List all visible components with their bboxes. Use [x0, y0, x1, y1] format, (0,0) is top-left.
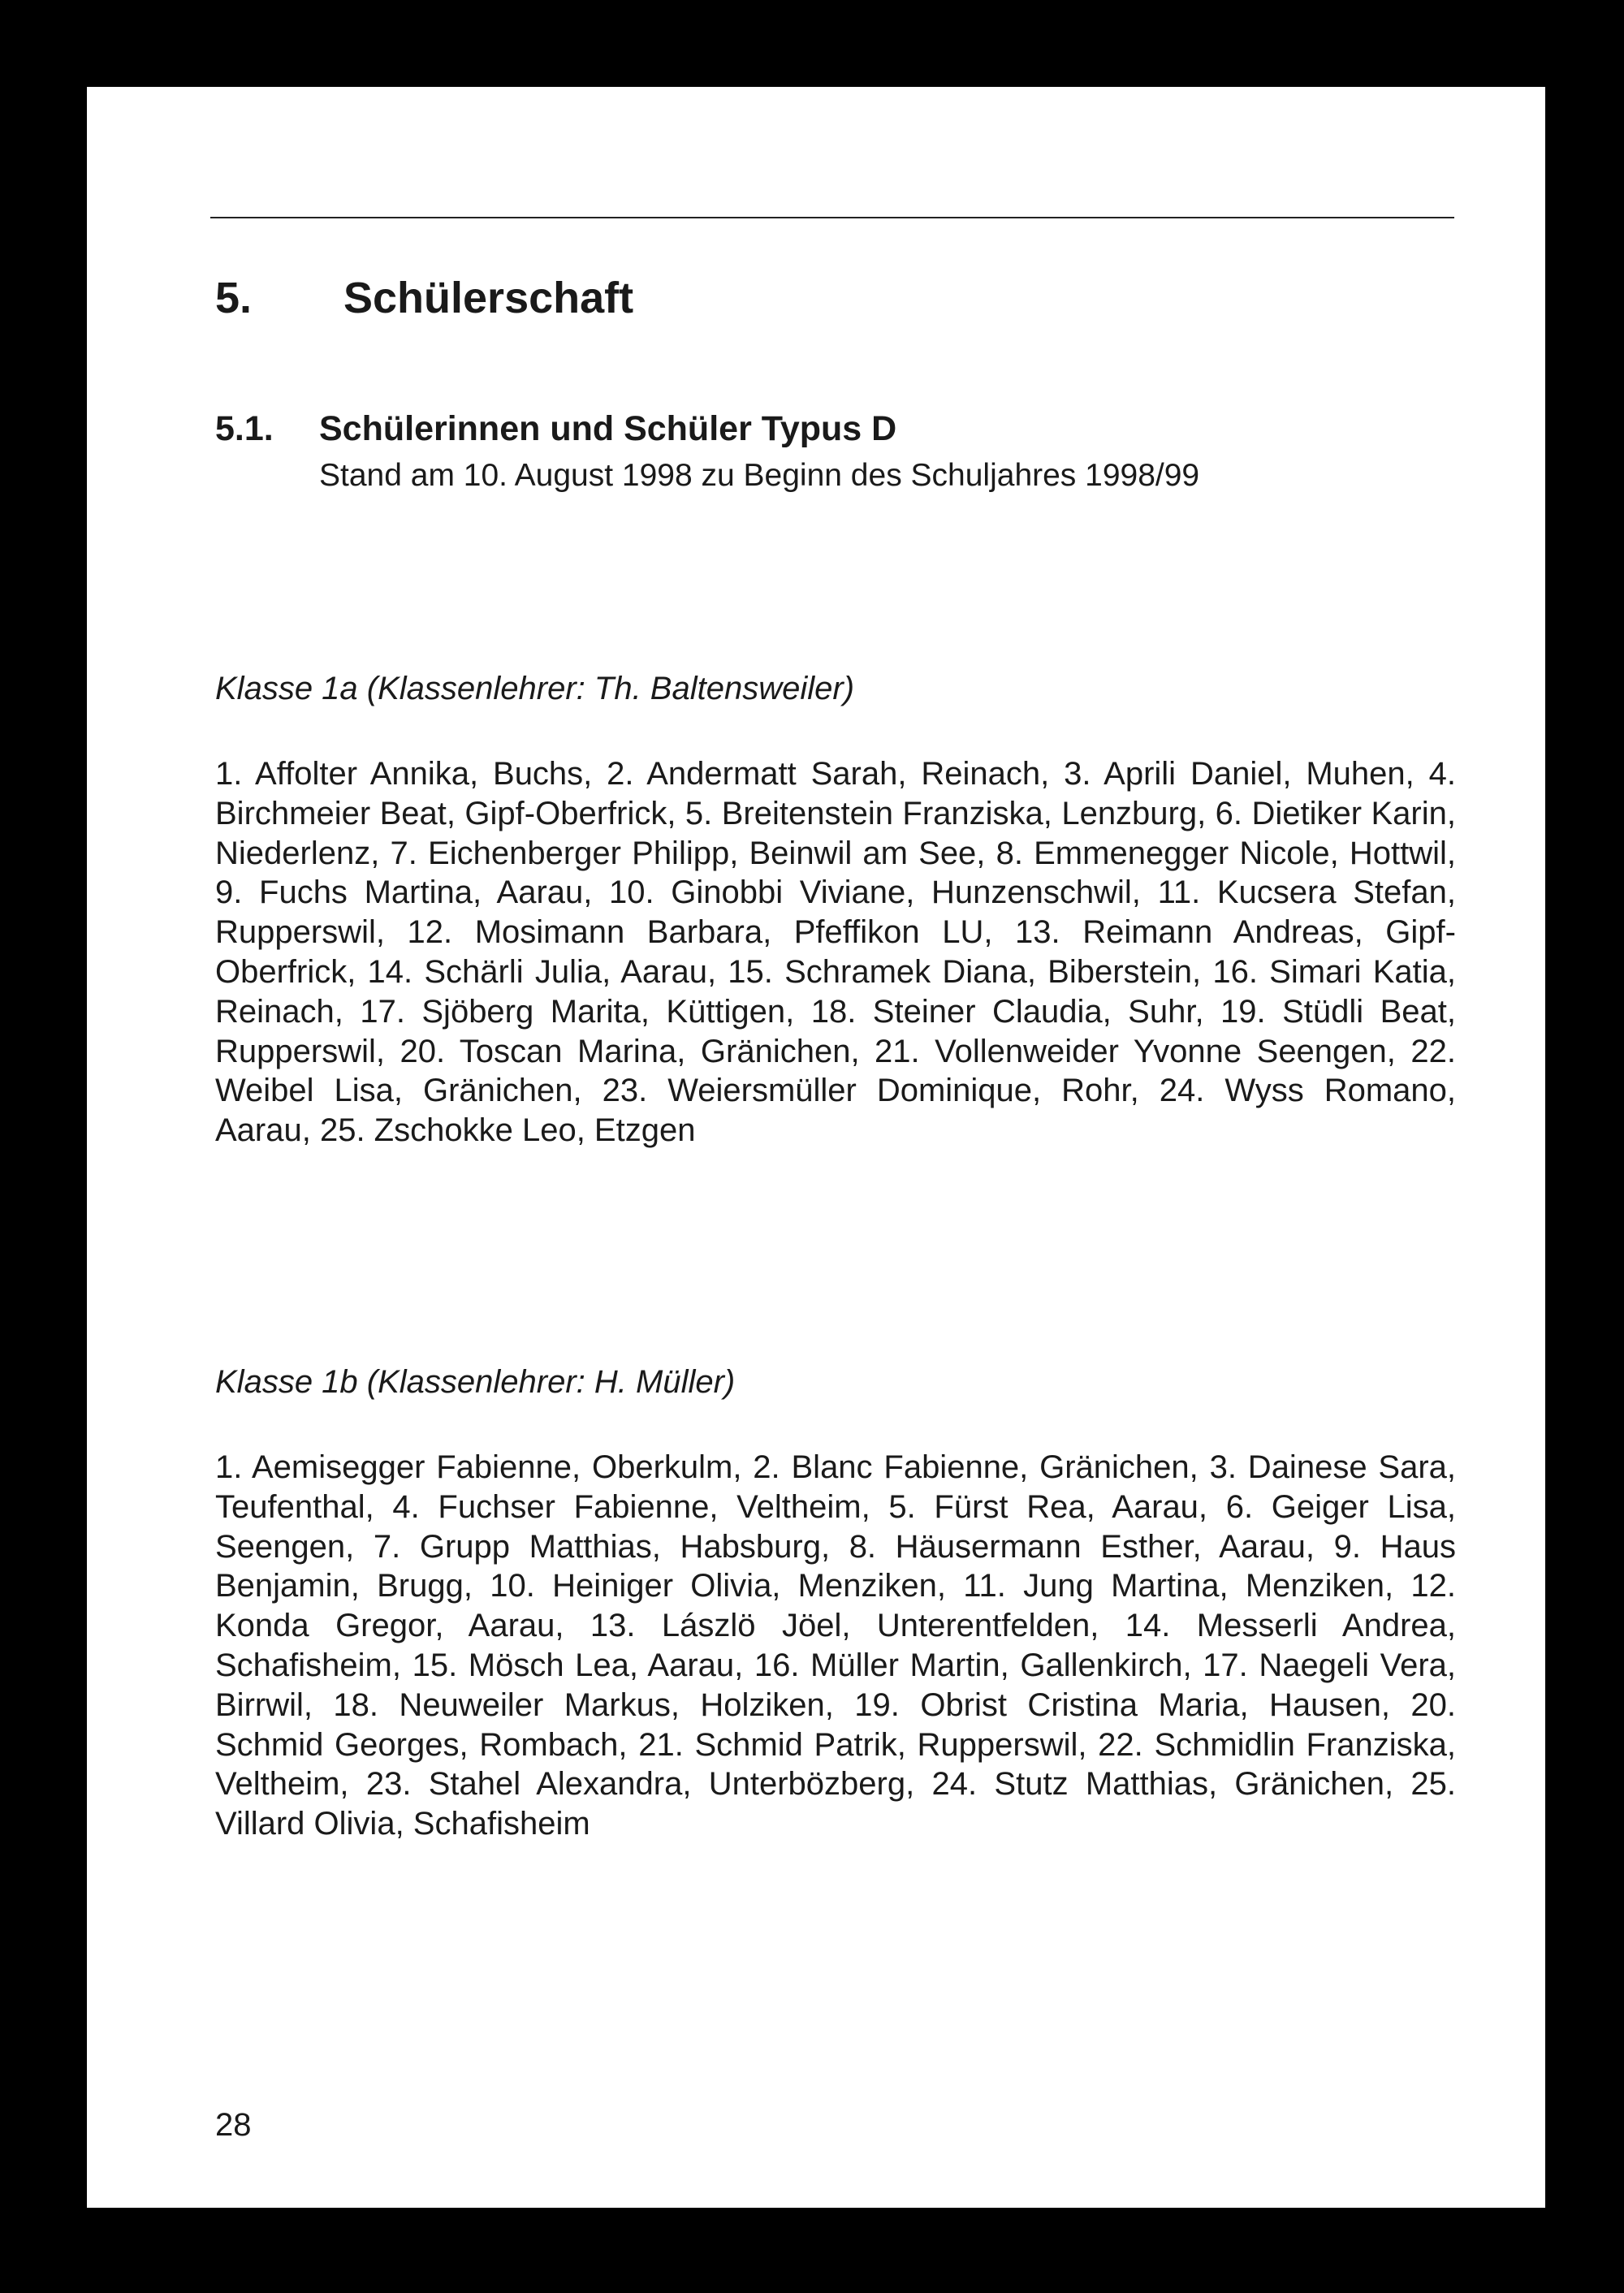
chapter-title: Schülerschaft [343, 274, 634, 322]
section-title: Schülerinnen und Schüler Typus D [319, 409, 897, 448]
section-heading [215, 408, 896, 450]
header-rule [210, 217, 1454, 218]
class-1b-title: Klasse 1b (Klassenlehrer: H. Müller) [215, 1364, 736, 1400]
class-1b-roster: 1. Aemisegger Fabienne, Oberkulm, 2. Blanc Fabienne, Gränichen, 3. Dainese Sara, Teufenthal, 4. Fuchser Fabienne, Veltheim, 5. Fürst Rea, Aarau, 6. Geiger Lisa, Seengen, 7. Grupp Matthias, Habsburg, 8. Häusermann Esther, Aarau, 9. Haus Benjamin, Brugg, 10. Heiniger Olivia, Menziken, 11. Jung Martina, Menziken, 12. Konda Gregor, Aarau, 13. Lászlö Jöel, Unterentfelden, 14. Messerli Andrea, Schafisheim, 15. Mösch Lea, Aarau, 16. Müller Martin, Gallenkirch, 17. Naegeli Vera, Birrwil, 18. Neuweiler Markus, Holziken, 19. Obrist Cristina Maria, Hausen, 20. Schmid Georges, Rombach, 21. Schmid Patrik, Rupperswil, 22. Schmidlin Franziska, Veltheim, 23. Stahel Alexandra, Unterbözberg, 24. Stutz Matthias, Gränichen, 25. Villard Olivia, Schafisheim [215, 1449, 1456, 1842]
section-subtitle: Stand am 10. August 1998 zu Beginn des Schuljahres 1998/99 [319, 458, 1200, 493]
chapter-heading [215, 272, 633, 324]
page-number: 28 [215, 2107, 252, 2143]
chapter-number: 5. [215, 274, 253, 322]
class-1a-roster: 1. Affolter Annika, Buchs, 2. Andermatt Sarah, Reinach, 3. Aprili Daniel, Muhen, 4. Birchmeier Beat, Gipf-Oberfrick, 5. Breitenstein Franziska, Lenzburg, 6. Dietiker Karin, Niederlenz, 7. Eichenberger Philipp, Beinwil am See, 8. Emmenegger Nicole, Hottwil, 9. Fuchs Martina, Aarau, 10. Ginobbi Viviane, Hunzenschwil, 11. Kucsera Stefan, Rupperswil, 12. Mosimann Barbara, Pfeffikon LU, 13. Reimann Andreas, Gipf-Oberfrick, 14. Schärli Julia, Aarau, 15. Schramek Diana, Biberstein, 16. Simari Katia, Reinach, 17. Sjöberg Marita, Küttigen, 18. Steiner Claudia, Suhr, 19. Stüdli Beat, Rupperswil, 20. Toscan Marina, Gränichen, 21. Vollenweider Yvonne Seengen, 22. Weibel Lisa, Gränichen, 23. Weiersmüller Dominique, Rohr, 24. Wyss Romano, Aarau, 25. Zschokke Leo, Etzgen [215, 756, 1456, 1149]
class-1a-title: Klasse 1a (Klassenlehrer: Th. Baltensweiler) [215, 671, 855, 706]
section-number: 5.1. [215, 409, 274, 448]
document-page [87, 87, 1545, 2208]
